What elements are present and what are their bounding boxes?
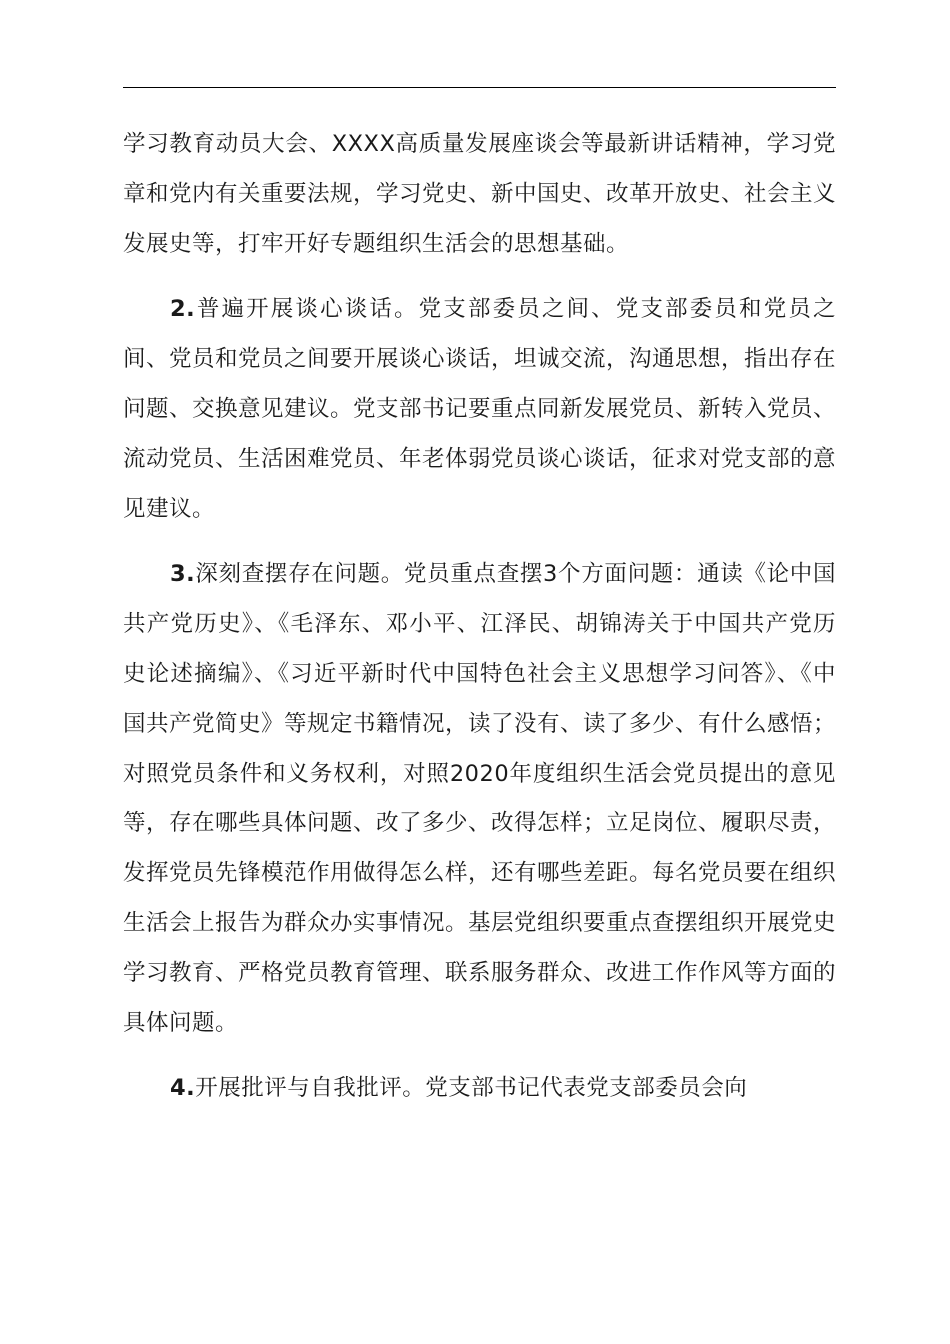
paragraph-item-2	[123, 285, 836, 534]
paragraph-text: 开展批评与自我批评。党支部书记代表党支部委员会向	[195, 1075, 748, 1102]
document-body	[123, 120, 836, 1114]
paragraph-item-3	[123, 550, 836, 1048]
item-number: 3.	[170, 561, 196, 588]
header-rule	[123, 87, 836, 88]
paragraph-text: 学习教育动员大会、XXXX高质量发展座谈会等最新讲话精神，学习党章和党内有关重要法规，学习党史、新中国史、改革开放史、社会主义发展史等，打牢开好专题组织生活会的思想基础。	[123, 131, 837, 257]
paragraph-text: 普遍开展谈心谈话。党支部委员之间、党支部委员和党员之间、党员和党员之间要开展谈心谈话，坦诚交流，沟通思想，指出存在问题、交换意见建议。党支部书记要重点同新发展党员、新转入党员、流动党员、生活困难党员、年老体弱党员谈心谈话，征求对党支部的意见建议。	[123, 296, 837, 522]
item-number: 2.	[170, 296, 196, 323]
paragraph-continuation	[123, 120, 836, 269]
item-number: 4.	[170, 1075, 196, 1102]
paragraph-item-4	[123, 1064, 836, 1114]
paragraph-text: 深刻查摆存在问题。党员重点查摆3个方面问题：通读《论中国共产党历史》、《毛泽东、邓小平、江泽民、胡锦涛关于中国共产党历史论述摘编》、《习近平新时代中国特色社会主义思想学习问答》、《中国共产党简史》等规定书籍情况，读了没有、读了多少、有什么感悟；对照党员条件和义务权利，对照2020年度组织生活会党员提出的意见等，存在哪些具体问题、改了多少、改得怎样；立足岗位、履职尽责，发挥党员先锋模范作用做得怎么样，还有哪些差距。每名党员要在组织生活会上报告为群众办实事情况。基层党组织要重点查摆组织开展党史学习教育、严格党员教育管理、联系服务群众、改进工作作风等方面的具体问题。	[123, 561, 837, 1036]
